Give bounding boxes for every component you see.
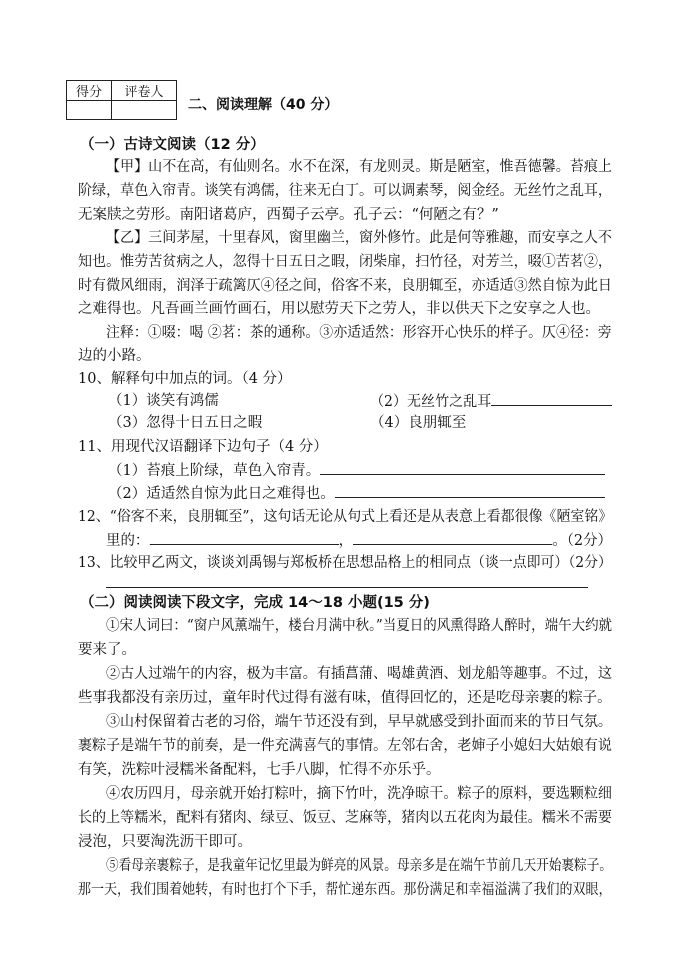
q11-item: （2）适适然自惊为此日之难得也。 [108,483,605,504]
yi-line: 时有微风细雨，润泽于疏篱仄④径之间，俗客不来，良朋辄至，亦适适③然自惊为此日 [78,278,612,294]
answer-blank[interactable] [491,391,612,406]
question-11: 11、用现代汉语翻译下边句子（4 分） [78,439,328,455]
yi-line: 【乙】三间茅屋，十里春风，窗里幽兰，窗外修竹。此是何等雅趣，而安享之人不 [106,230,612,246]
part2-heading: （二）阅读阅读下段文字，完成 14～18 小题(15 分) [80,595,430,611]
q10-item: （3）忽得十日五日之暇 [108,415,263,431]
passage-line: 那一天，我们围着她转，有时也打个下手，帮忙递东西。那份满足和幸福溢满了我们的双眼， [78,882,612,898]
passage-line: 要来了。 [78,642,136,658]
passage-line: 裹粽子是端午节的前奏，是一件充满喜气的事情。左邻右舍，老婶子小媳妇大姑娘有说 [78,738,612,754]
notes-line: 注释：①啜：喝 ②茗：茶的通称。③亦适适然：形容开心快乐的样子。仄④径：旁 [106,325,612,341]
answer-blank[interactable] [149,530,338,545]
jia-line: 【甲】山不在高，有仙则名。水不在深，有龙则灵。斯是陋室，惟吾德馨。苔痕上 [106,159,612,175]
section-title: 二、阅读理解（40 分） [188,97,339,113]
score-table-blank-row [67,101,177,120]
score-table-header-row [67,81,177,101]
answer-blank[interactable] [106,587,588,588]
score-table [66,80,177,120]
jia-line: 无案牍之劳形。南阳诸葛庐，西蜀子云亭。孔子云：“何陋之有？” [78,207,499,223]
passage-line: ⑤看母亲裹粽子，是我童年记忆里最为鲜亮的风景。母亲多是在端午节前几天开始裹粽子。 [106,858,612,874]
passage-line: ②古人过端午的内容，极为丰富。有插菖蒲、喝雄黄酒、划龙船等趣事。不过，这 [106,666,612,682]
part1-heading: （一）古诗文阅读（12 分） [80,137,265,153]
passage-line: ④农历四月，母亲就开始打粽叶，摘下竹叶，洗净晾干。粽子的原料，要选颗粒细 [106,786,612,802]
grader-header: 评卷人 [112,81,177,101]
answer-blank[interactable] [335,483,605,498]
q11-item: （1）苔痕上阶绿，草色入帘青。 [108,460,605,481]
passage-line: 浸泡，只要淘洗沥干即可。 [78,834,252,850]
yi-line: 之难得也。凡吾画兰画竹画石，用以慰劳天下之劳人，非以供天下之安享之人也。 [78,301,600,317]
q10-item: （2）无丝竹之乱耳 [370,391,612,412]
passage-line: 有笑，洗粽叶浸糯米备配料，七手八脚，忙得不亦乐乎。 [78,762,441,778]
answer-blank[interactable] [353,530,552,545]
question-12-answer-line: 里的： ， 。（2分） [106,530,612,551]
passage-line: 些事我都没有亲历过，童年时代过得有滋有味，值得回忆的，还是吃母亲裹的粽子。 [78,690,612,706]
q10-item: （4）良朋辄至 [370,415,467,431]
answer-blank[interactable] [320,460,605,475]
grader-cell [112,101,177,120]
score-header: 得分 [67,81,112,101]
question-12: 12、“俗客不来，良朋辄至”，这句话无论从句式上看还是从表意上看都很像《陋室铭》 [78,509,613,525]
score-cell [67,101,112,120]
passage-line: ③山村保留着古老的习俗，端午节还没有到，早早就感受到扑面而来的节日气氛。 [106,714,612,730]
q10-item: （1）谈笑有鸿儒 [108,393,219,409]
question-10: 10、解释句中加点的词。（4 分） [78,371,292,387]
notes-line: 边的小路。 [78,348,151,364]
passage-line: 长的上等糯米，配料有猪肉、绿豆、饭豆、芝麻等，猪肉以五花肉为最佳。糯米不需要 [78,810,612,826]
jia-line: 阶绿，草色入帘青。谈笑有鸿儒，往来无白丁。可以调素琴，阅金经。无丝竹之乱耳， [78,183,612,199]
question-13: 13、比较甲乙两文，谈谈刘禹锡与郑板桥在思想品格上的相同点（谈一点即可）（2分） [78,555,612,571]
passage-line: ①宋人词曰：“窗户风薰端午，楼台月满中秋。”当夏日的风熏得路人醉时，端午大约就 [106,618,613,634]
yi-line: 知也。惟劳苦贫病之人，忽得十日五日之暇，闭柴扉，扫竹径，对芳兰，啜①苦茗②， [78,254,612,270]
